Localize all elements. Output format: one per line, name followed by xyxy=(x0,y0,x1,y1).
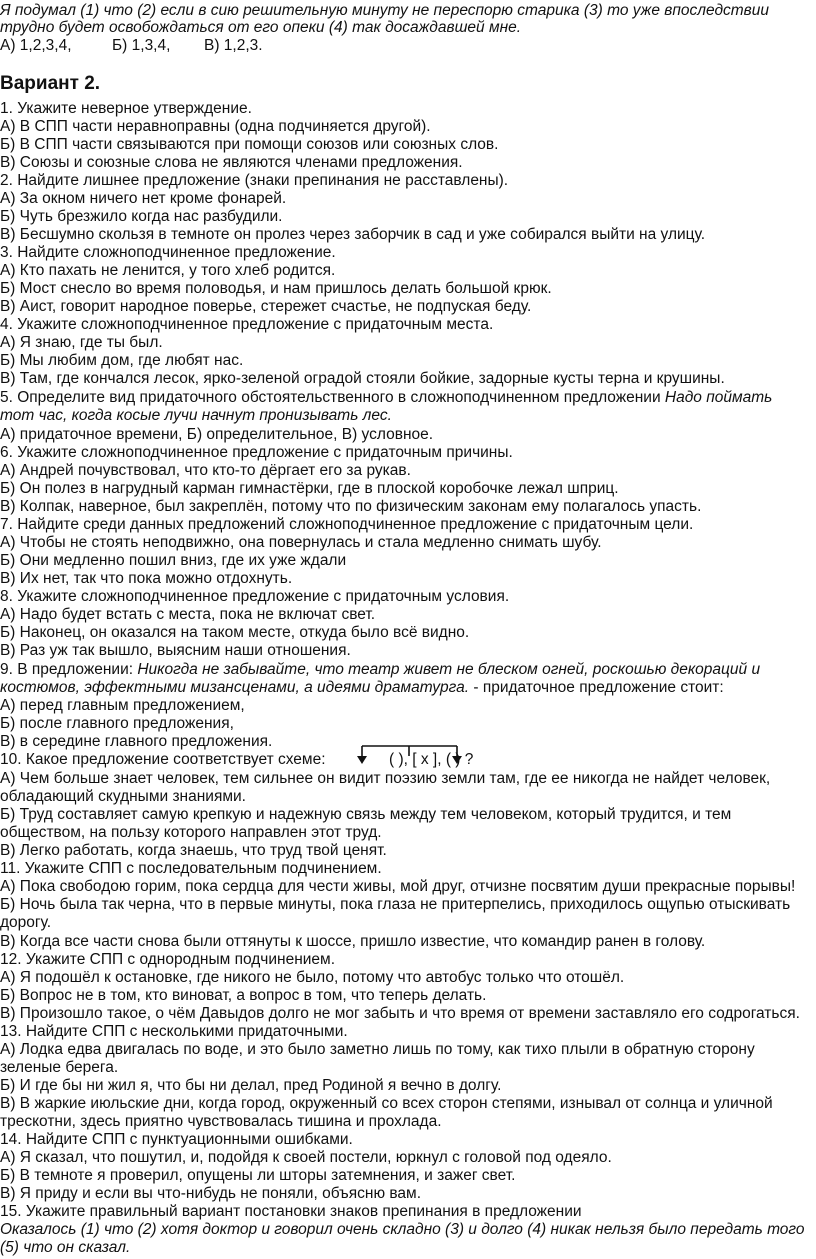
text-line: Б) И где бы ни жил я, что бы ни делал, пред Родиной я вечно в долгу. xyxy=(0,1077,502,1094)
text-line: Б) Чуть брезжило когда нас разбудили. xyxy=(0,208,283,225)
q5-options: А) придаточное времени, Б) определительное, В) условное. xyxy=(0,426,434,443)
text-line: зеленые берега. xyxy=(0,1059,119,1076)
text-line: В) Аист, говорит народное поверье, стережет счастье, не подпуская беду. xyxy=(0,298,532,315)
text-line: А) Чтобы не стоять неподвижно, она повернулась и стала медленно снимать шубу. xyxy=(0,534,602,551)
text-line: Б) Мост снесло во время половодья, и нам пришлось делать большой крюк. xyxy=(0,280,552,297)
q9-option: Б) после главного предложения, xyxy=(0,715,234,732)
text-line: А) За окном ничего нет кроме фонарей. xyxy=(0,190,287,207)
text-line: В) Легко работать, когда знаешь, что труд твой ценят. xyxy=(0,842,387,859)
text-line: трескотни, здесь приятно чувствовалась тишина и прохлада. xyxy=(0,1113,442,1130)
text-line: Б) Ночь была так черна, что в первые минуты, пока глаза не притерпелись, приходилось ощупью отыскивать xyxy=(0,896,791,913)
q15-example-line-1: Оказалось (1) что (2) хотя доктор и говорил очень складно (3) и долго (4) никак нельзя было передать того xyxy=(0,1221,805,1238)
text-line: А) Я сказал, что пошутил, и, подойдя к своей постели, юркнул с головой под одеяло. xyxy=(0,1149,612,1166)
text-line: 12. Укажите СПП с однородным подчинением. xyxy=(0,951,336,968)
text-line: Б) Труд составляет самую крепкую и надежную связь между тем человеком, который трудится, и тем xyxy=(0,806,732,823)
text-line: В) Там, где кончался лесок, ярко-зеленой оградой стояли бойкие, задорные кусты терна и крушины. xyxy=(0,370,725,387)
text-line: 2. Найдите лишнее предложение (знаки препинания не расставлены). xyxy=(0,172,509,189)
q10-text: 10. Какое предложение соответствует схеме: xyxy=(0,751,326,768)
intro-line-2: трудно будет освобождаться от его опеки (4) так досаждавшей мне. xyxy=(0,19,522,36)
text-line: дорогу. xyxy=(0,914,52,931)
intro-answer-a: А) 1,2,3,4, xyxy=(0,37,72,54)
intro-line-1: Я подумал (1) что (2) если в сию решительную минуту не переспорю старика (3) то уже впоследствии xyxy=(0,2,770,19)
text-line: В) Колпак, наверное, был закреплён, потому что по физическим законам ему полагалось упасть. xyxy=(0,498,702,515)
text-line: Б) В СПП части связываются при помощи союзов или союзных слов. xyxy=(0,136,499,153)
text-line: В) Я приду и если вы что-нибудь не поняли, объясню вам. xyxy=(0,1185,422,1202)
q9-example-b: костюмов, эффектными мизансценами, а идеями драматурга. xyxy=(0,679,470,696)
text-line: А) В СПП части неравноправны (одна подчиняется другой). xyxy=(0,118,431,135)
text-line: 7. Найдите среди данных предложений сложноподчиненное предложение с придаточным цели. xyxy=(0,516,694,533)
text-line: А) Чем больше знает человек, тем сильнее он видит поэзию земли там, где ее никогда не найдет человек, xyxy=(0,770,771,787)
text-line: Б) Мы любим дом, где любят нас. xyxy=(0,352,244,369)
intro-answer-c: В) 1,2,3. xyxy=(204,37,263,54)
text-line: 1. Укажите неверное утверждение. xyxy=(0,100,252,117)
text-line: А) Лодка едва двигалась по воде, и это было заметно лишь по тому, как тихо плыли в обратную сторону xyxy=(0,1041,755,1058)
text-line: В) Когда все части снова были оттянуты к шоссе, пришло известие, что командир ранен в голову. xyxy=(0,933,706,950)
text-line: А) Надо будет встать с места, пока не включат свет. xyxy=(0,606,376,623)
text-line: А) Пока свободою горим, пока сердца для чести живы, мой друг, отчизне посвятим души прекрасные порывы! xyxy=(0,878,796,895)
text-line: 14. Найдите СПП с пунктуационными ошибками. xyxy=(0,1131,353,1148)
text-line: 11. Укажите СПП с последовательным подчинением. xyxy=(0,860,382,877)
text-line: Б) Вопрос не в том, кто виноват, а вопрос в том, что теперь делать. xyxy=(0,987,487,1004)
q5-line-1 xyxy=(0,389,772,407)
text-line: 13. Найдите СПП с несколькими придаточными. xyxy=(0,1023,348,1040)
text-line: 8. Укажите сложноподчиненное предложение с придаточным условия. xyxy=(0,588,510,605)
text-line: А) Кто пахать не ленится, у того хлеб родится. xyxy=(0,262,336,279)
q5-text: 5. Определите вид придаточного обстоятельственного в сложноподчиненном предложении xyxy=(0,389,665,406)
q9-line-1 xyxy=(0,661,760,679)
q9-tail: - придаточное предложение стоит: xyxy=(469,679,724,696)
text-line: 15. Укажите правильный вариант постановки знаков препинания в предложении xyxy=(0,1203,582,1220)
q9-option: А) перед главным предложением, xyxy=(0,697,245,714)
text-line: Б) Они медленно пошил вниз, где их уже ждали xyxy=(0,552,347,569)
text-line: В) Произошло такое, о чём Давыдов долго не мог забыть и что время от времени заставляло его содрогаться. xyxy=(0,1005,800,1022)
text-line: В) Раз уж так вышло, выясним наши отношения. xyxy=(0,642,351,659)
q9-option: В) в середине главного предложения. xyxy=(0,733,273,750)
text-line: обладающий скудными знаниями. xyxy=(0,788,246,805)
variant-heading: Вариант 2. xyxy=(0,73,101,94)
text-line: В) Их нет, так что пока можно отдохнуть. xyxy=(0,570,293,587)
q5-example-b: тот час, когда косые лучи начнут пронизывать лес. xyxy=(0,407,392,424)
q9-label: 9. В предложении: xyxy=(0,661,138,678)
text-line: А) Я подошёл к остановке, где никого не было, потому что автобус только что отошёл. xyxy=(0,969,625,986)
text-line: А) Я знаю, где ты был. xyxy=(0,334,163,351)
text-line: обществом, на пользу которого направлен этот труд. xyxy=(0,824,382,841)
text-line: Б) В темноте я проверил, опущены ли шторы затемнения, и зажег свет. xyxy=(0,1167,516,1184)
q5-example-a: Надо поймать xyxy=(664,389,773,406)
text-line: А) Андрей почувствовал, что кто-то дёргает его за рукав. xyxy=(0,462,411,479)
text-line: Б) Он полез в нагрудный карман гимнастёрки, где в плоской коробочке лежал шприц. xyxy=(0,480,619,497)
text-line: Б) Наконец, он оказался на таком месте, откуда было всё видно. xyxy=(0,624,470,641)
text-line: 4. Укажите сложноподчиненное предложение с придаточным места. xyxy=(0,316,494,333)
arrow-down-icon xyxy=(357,756,367,764)
q15-example-line-2: (5) что он сказал. xyxy=(0,1239,131,1256)
text-line: 3. Найдите сложноподчиненное предложение. xyxy=(0,244,336,261)
text-line: В) Союзы и союзные слова не являются членами предложения. xyxy=(0,154,463,171)
intro-answer-b: Б) 1,3,4, xyxy=(112,37,171,54)
text-line: В) Бесшумно скользя в темноте он пролез через заборчик в сад и уже собирался выйти на улицу. xyxy=(0,226,706,243)
q9-line-2 xyxy=(0,679,724,697)
text-line: В) В жаркие июльские дни, когда город, окруженный со всех сторон степями, изнывал от солнца и уличной xyxy=(0,1095,773,1112)
q10-scheme-text: ( ), [ х ], ( ) ? xyxy=(389,751,474,768)
text-line: 6. Укажите сложноподчиненное предложение с придаточным причины. xyxy=(0,444,513,461)
q9-example-a: Никогда не забывайте, что театр живет не блеском огней, роскошью декораций и xyxy=(137,661,761,678)
